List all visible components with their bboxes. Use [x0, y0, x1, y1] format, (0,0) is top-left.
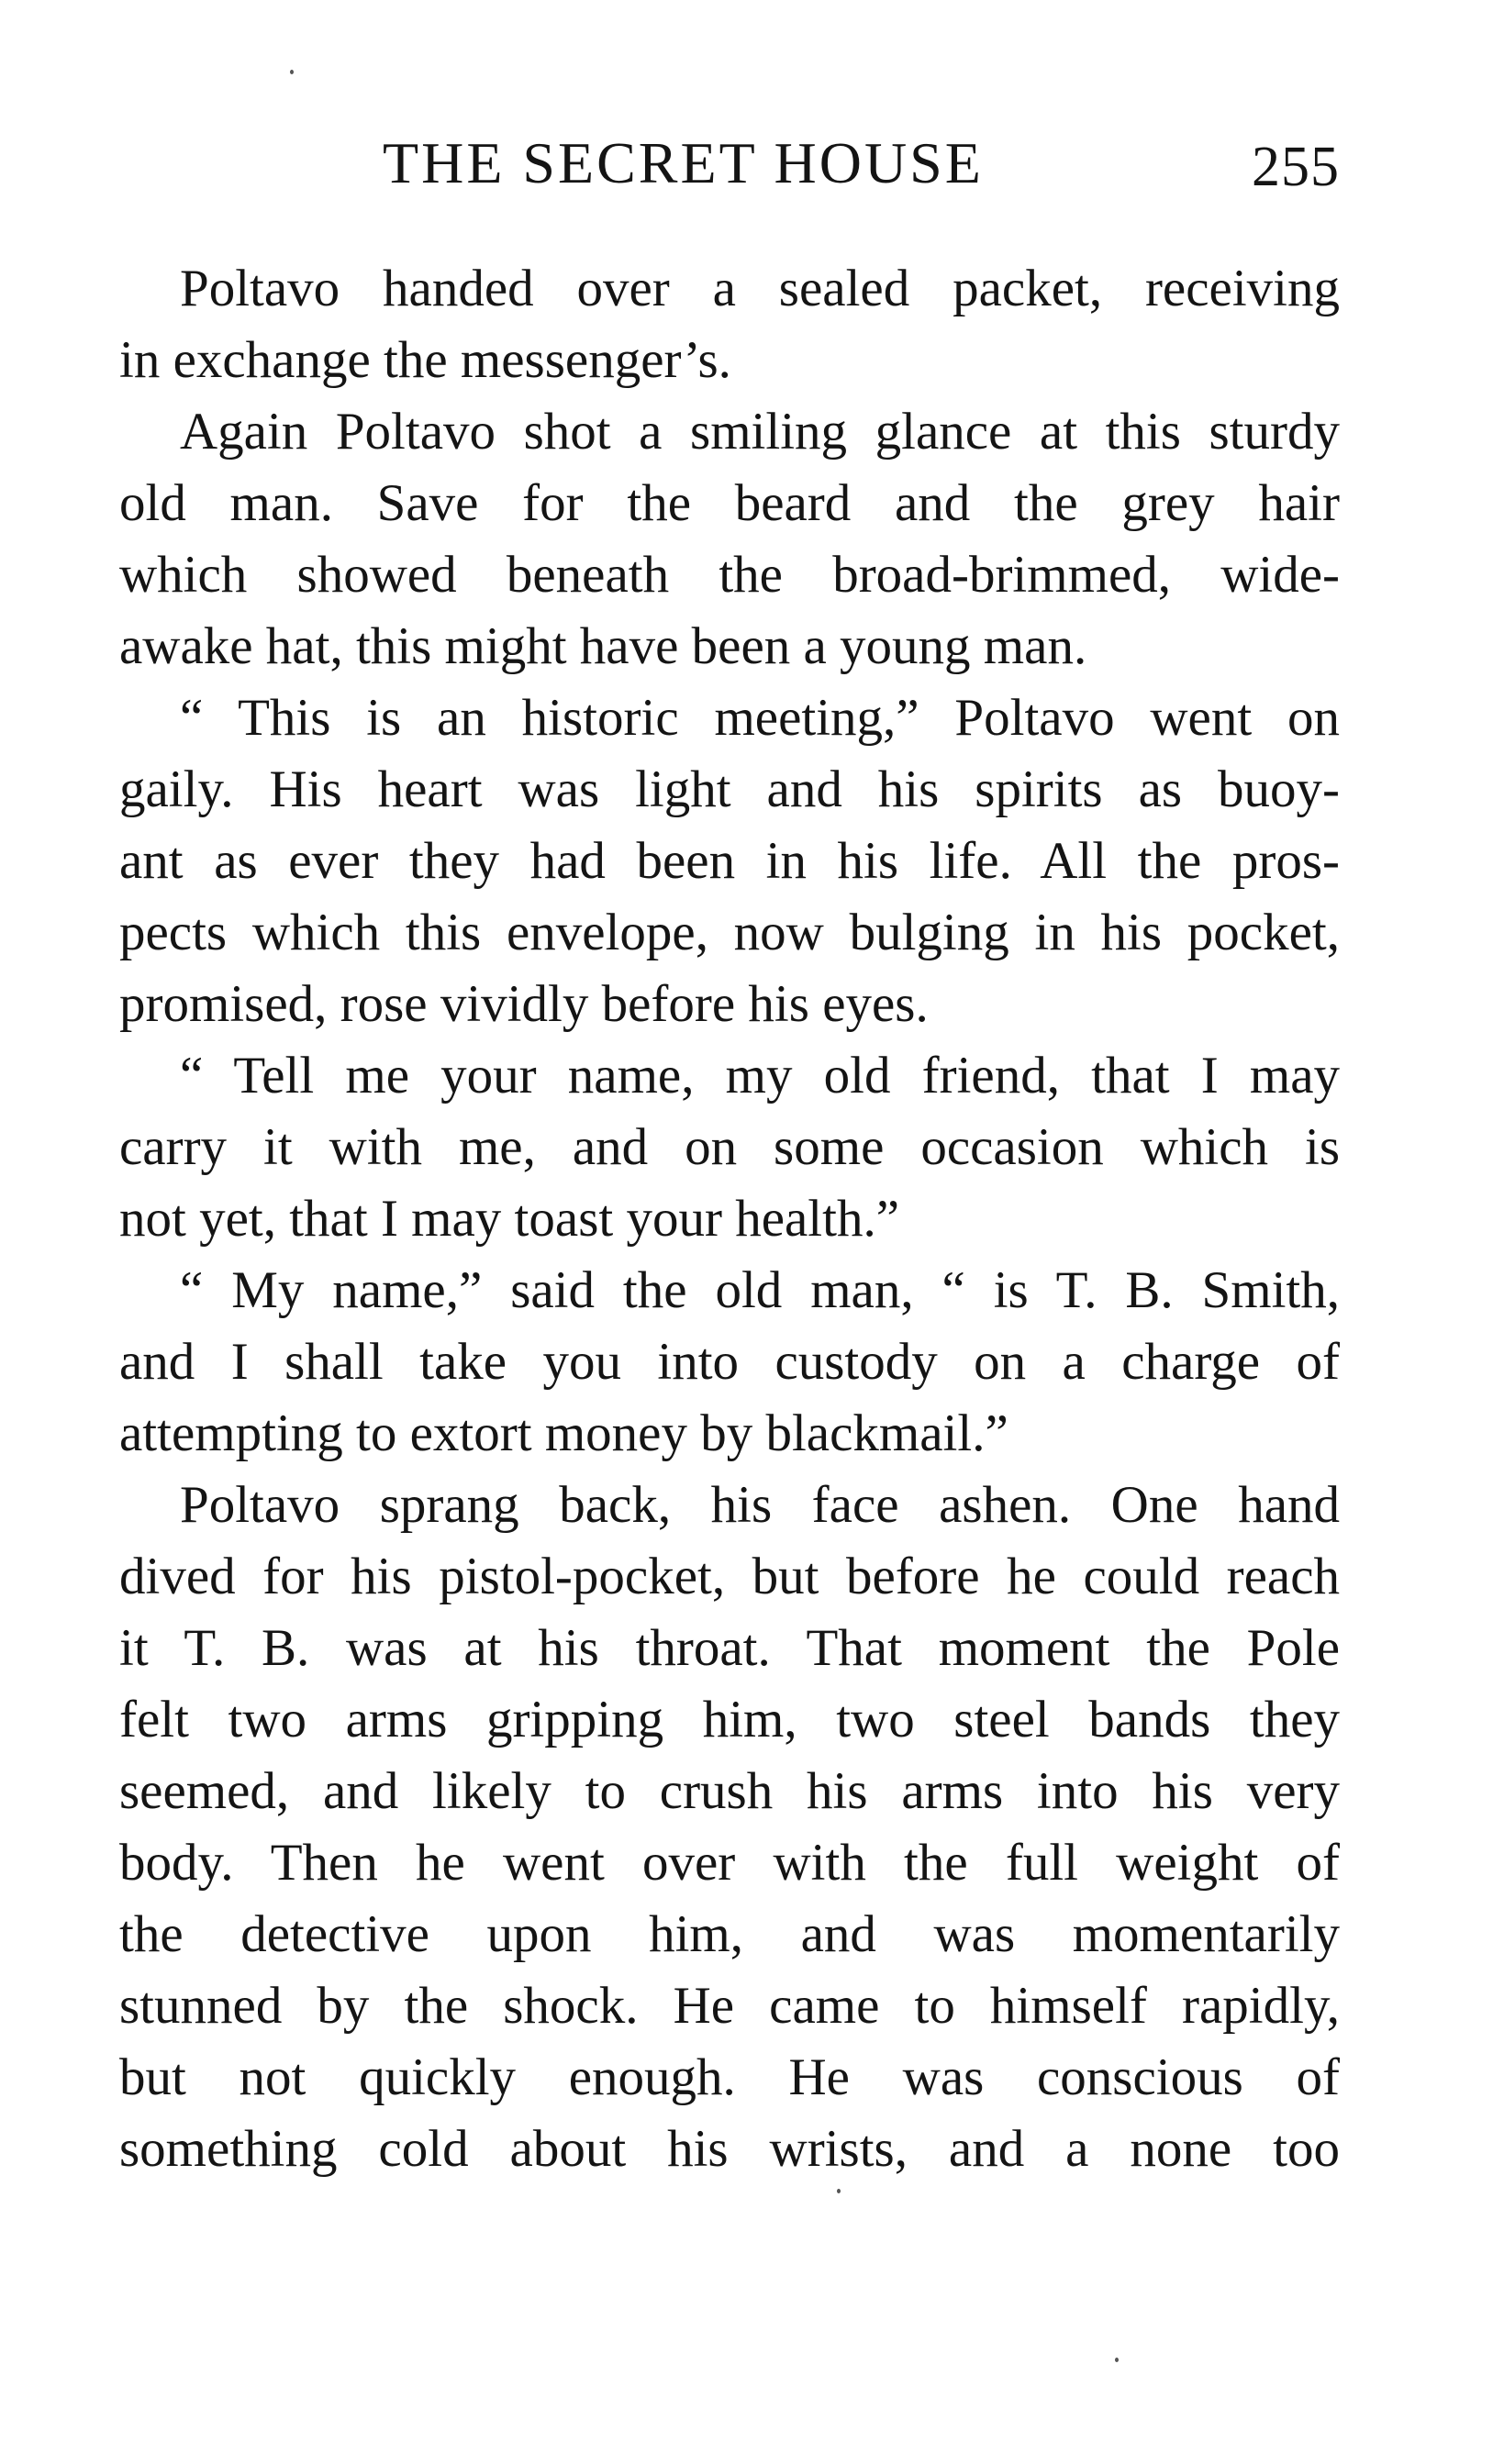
running-title: THE SECRET HOUSE: [383, 130, 984, 195]
text-line: old man. Save for the beard and the grey hair: [119, 474, 1340, 532]
text-line: in exchange the messenger’s.: [119, 331, 731, 389]
print-speck: [1115, 2358, 1119, 2362]
text-line: Poltavo handed over a sealed packet, receiving: [180, 260, 1340, 317]
page-number: 255: [1252, 136, 1340, 198]
text-line: Again Poltavo shot a smiling glance at this sturdy: [180, 403, 1340, 461]
text-line: felt two arms gripping him, two steel bands they: [119, 1691, 1340, 1748]
text-line: awake hat, this might have been a young man.: [119, 617, 1087, 675]
text-line: seemed, and likely to crush his arms into his very: [119, 1762, 1340, 1820]
text-line: attempting to extort money by blackmail.”: [119, 1404, 1008, 1462]
text-line: pects which this envelope, now bulging in his pocket,: [119, 904, 1340, 961]
print-speck: [290, 70, 294, 74]
text-line: something cold about his wrists, and a none too: [119, 2120, 1340, 2178]
text-line: which showed beneath the broad-brimmed, wide-: [119, 546, 1340, 604]
text-line: stunned by the shock. He came to himself rapidly,: [119, 1977, 1340, 2035]
text-line: body. Then he went over with the full weight of: [119, 1834, 1340, 1892]
text-line: ant as ever they had been in his life. All the pros-: [119, 832, 1340, 890]
text-line: “ Tell me your name, my old friend, that I may: [180, 1047, 1340, 1104]
text-line: “ This is an historic meeting,” Poltavo went on: [180, 689, 1340, 747]
print-speck: [837, 2189, 841, 2193]
text-line: “ My name,” said the old man, “ is T. B. Smith,: [180, 1261, 1340, 1319]
text-line: dived for his pistol-pocket, but before he could reach: [119, 1548, 1340, 1605]
text-line: it T. B. was at his throat. That moment the Pole: [119, 1619, 1340, 1677]
text-line: promised, rose vividly before his eyes.: [119, 975, 929, 1033]
body-text: [119, 253, 1340, 2185]
text-line: but not quickly enough. He was conscious of: [119, 2048, 1340, 2106]
text-line: the detective upon him, and was momentarily: [119, 1905, 1340, 1963]
text-line: carry it with me, and on some occasion which is: [119, 1118, 1340, 1176]
text-line: Poltavo sprang back, his face ashen. One hand: [180, 1476, 1340, 1534]
running-head: [119, 127, 1340, 200]
text-line: not yet, that I may toast your health.”: [119, 1190, 900, 1248]
text-line: gaily. His heart was light and his spirits as buoy-: [119, 760, 1340, 818]
text-line: and I shall take you into custody on a charge of: [119, 1333, 1340, 1391]
